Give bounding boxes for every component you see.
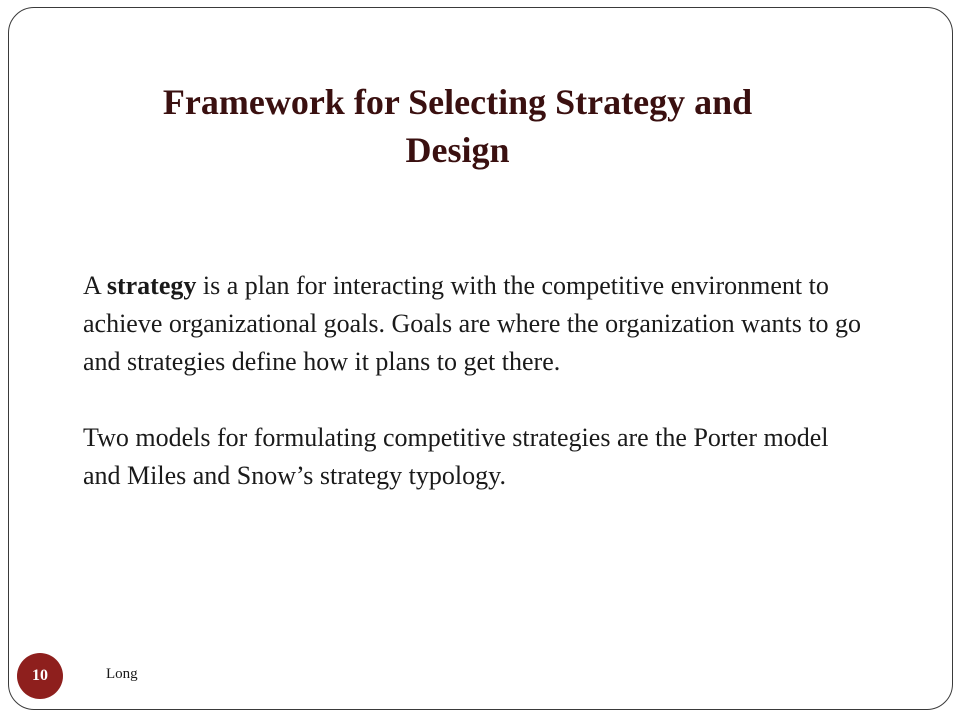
paragraph-lead: A (83, 271, 107, 300)
slide-title-line-1: Framework for Selecting Strategy and (162, 82, 753, 122)
strategy-definition-paragraph (83, 267, 863, 381)
strategy-term: strategy (106, 271, 197, 300)
paragraph-rest: is a plan for interacting with the competitive environment to achieve organizational goals. Goals are where the organization wants to go and strategies define how it plans to get there. (83, 271, 862, 376)
slide-title-line-2: Design (405, 130, 510, 170)
slide-title (0, 78, 915, 174)
paragraph-spacer (83, 381, 863, 419)
slide-body (83, 267, 863, 495)
slide-number-badge: 10 (17, 653, 63, 699)
footer-author: Long (106, 666, 138, 682)
models-paragraph: Two models for formulating competitive strategies are the Porter model and Miles and Snow’s strategy typology. (83, 423, 829, 490)
